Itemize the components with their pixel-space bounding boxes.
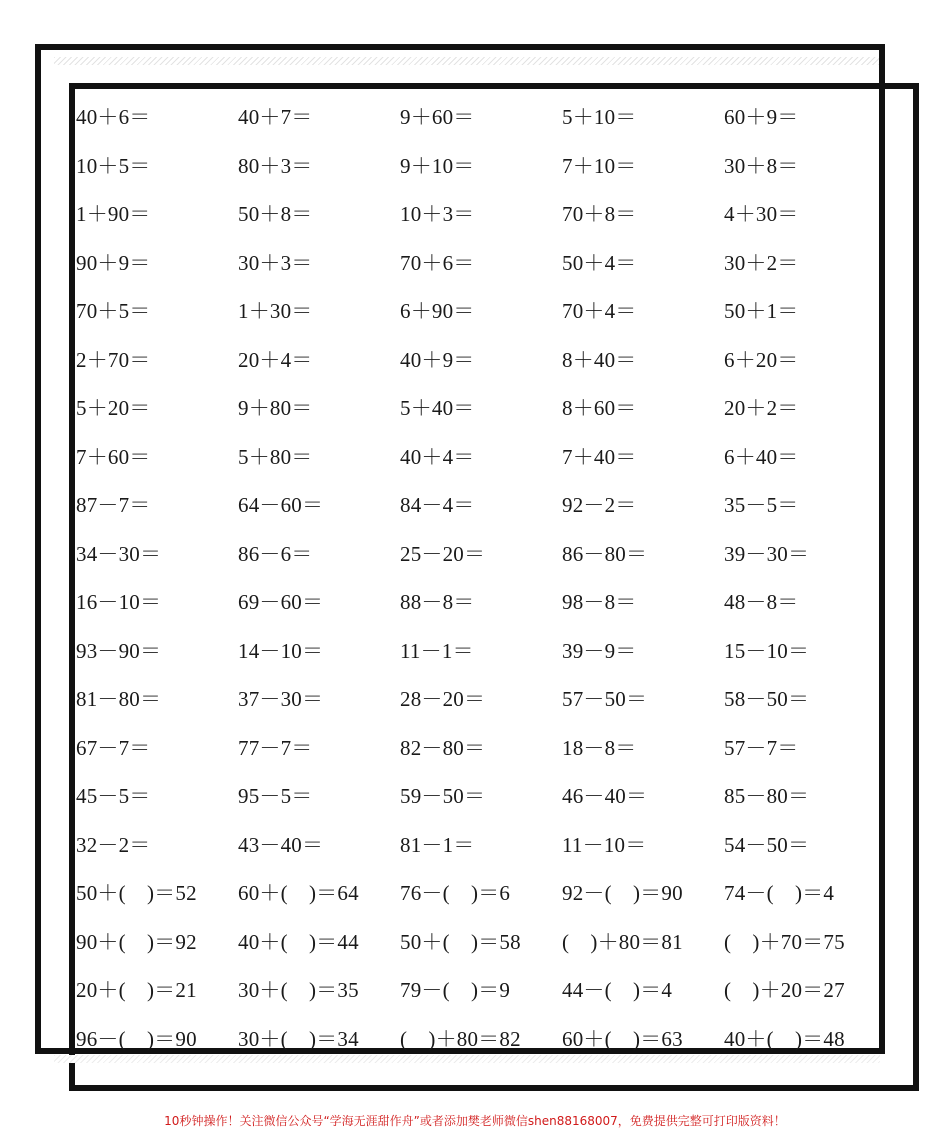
math-problem: 7＋40＝ bbox=[562, 444, 637, 469]
math-problem: 80＋3＝ bbox=[238, 153, 313, 178]
problem-row bbox=[76, 822, 876, 870]
problem-row bbox=[76, 1016, 876, 1053]
problem-row bbox=[76, 919, 876, 967]
math-problem: 48－8＝ bbox=[724, 590, 799, 614]
problem-row bbox=[76, 676, 876, 724]
math-problem: 87－7＝ bbox=[76, 493, 151, 517]
math-problem: 96－( )＝90 bbox=[76, 1026, 197, 1051]
math-problem: 16－10＝ bbox=[76, 590, 162, 614]
math-problem: 70＋4＝ bbox=[562, 299, 637, 323]
math-problem: 8＋60＝ bbox=[562, 396, 637, 420]
math-problem: 50＋1＝ bbox=[724, 299, 799, 323]
math-problem: 90＋9＝ bbox=[76, 250, 151, 275]
arithmetic-problem-grid bbox=[76, 94, 876, 1052]
problem-row bbox=[76, 143, 876, 191]
problem-row bbox=[76, 967, 876, 1015]
math-problem: 9＋10＝ bbox=[400, 153, 475, 178]
math-problem: 69－60＝ bbox=[238, 590, 324, 614]
math-problem: 10＋5＝ bbox=[76, 153, 151, 178]
math-problem: 30＋2＝ bbox=[724, 250, 799, 275]
math-problem: 76－( )＝6 bbox=[400, 881, 511, 905]
math-problem: 77－7＝ bbox=[238, 735, 313, 760]
math-problem: 40＋( )＝44 bbox=[238, 929, 359, 954]
math-problem: 98－8＝ bbox=[562, 590, 637, 614]
math-problem: 85－80＝ bbox=[724, 784, 810, 808]
math-problem: 30＋3＝ bbox=[238, 250, 313, 275]
problem-row bbox=[76, 191, 876, 239]
footer-notice: 10秒钟操作！关注微信公众号“学海无涯甜作舟”或者添加樊老师微信shen88168007，免费提供完整可打印版资料！ bbox=[164, 1114, 786, 1128]
math-problem: 46－40＝ bbox=[562, 784, 648, 808]
math-problem: 20＋( )＝21 bbox=[76, 978, 197, 1002]
math-problem: 95－5＝ bbox=[238, 784, 313, 808]
problem-row bbox=[76, 240, 876, 288]
math-problem: 70＋6＝ bbox=[400, 250, 475, 275]
math-problem: 39－30＝ bbox=[724, 541, 810, 566]
math-problem: 25－20＝ bbox=[400, 541, 486, 566]
math-problem: 92－2＝ bbox=[562, 493, 637, 517]
problem-row bbox=[76, 385, 876, 433]
math-problem: 37－30＝ bbox=[238, 687, 324, 711]
math-problem: 40＋7＝ bbox=[238, 105, 313, 129]
math-problem: 44－( )＝4 bbox=[562, 978, 673, 1002]
problem-row bbox=[76, 531, 876, 579]
math-problem: 20＋2＝ bbox=[724, 396, 799, 420]
problem-row bbox=[76, 288, 876, 336]
math-problem: 50＋( )＝58 bbox=[400, 929, 521, 954]
math-problem: ( )＋20＝27 bbox=[724, 978, 845, 1002]
math-problem: 40＋9＝ bbox=[400, 347, 475, 372]
problem-row bbox=[76, 94, 876, 142]
problem-row bbox=[76, 773, 876, 821]
math-problem: 79－( )＝9 bbox=[400, 978, 511, 1002]
math-problem: 57－50＝ bbox=[562, 687, 648, 711]
math-problem: 86－80＝ bbox=[562, 541, 648, 566]
math-problem: 59－50＝ bbox=[400, 784, 486, 808]
math-problem: 40＋6＝ bbox=[76, 105, 151, 129]
math-problem: 7＋10＝ bbox=[562, 153, 637, 178]
math-problem: 6＋40＝ bbox=[724, 444, 799, 469]
math-problem: 30＋( )＝35 bbox=[238, 978, 359, 1002]
math-problem: 8＋40＝ bbox=[562, 347, 637, 372]
math-problem: 7＋60＝ bbox=[76, 444, 151, 469]
problem-row bbox=[76, 337, 876, 385]
problem-row bbox=[76, 434, 876, 482]
math-problem: 50＋8＝ bbox=[238, 202, 313, 226]
math-problem: 86－6＝ bbox=[238, 541, 313, 566]
math-problem: 57－7＝ bbox=[724, 735, 799, 760]
math-problem: 1＋90＝ bbox=[76, 202, 151, 226]
math-problem: 11－1＝ bbox=[400, 638, 474, 663]
math-problem: 1＋30＝ bbox=[238, 299, 313, 323]
math-problem: 54－50＝ bbox=[724, 832, 810, 857]
math-problem: 40＋4＝ bbox=[400, 444, 475, 469]
math-problem: ( )＋80＝82 bbox=[400, 1026, 521, 1051]
math-problem: 15－10＝ bbox=[724, 638, 810, 663]
math-problem: 93－90＝ bbox=[76, 638, 162, 663]
math-problem: 14－10＝ bbox=[238, 638, 324, 663]
problem-row bbox=[76, 579, 876, 627]
math-problem: 58－50＝ bbox=[724, 687, 810, 711]
problem-row bbox=[76, 482, 876, 530]
math-problem: 5＋20＝ bbox=[76, 396, 151, 420]
math-problem: 67－7＝ bbox=[76, 735, 151, 760]
math-problem: ( )＋70＝75 bbox=[724, 929, 845, 954]
math-problem: 2＋70＝ bbox=[76, 347, 151, 372]
math-problem: 45－5＝ bbox=[76, 784, 151, 808]
problem-row bbox=[76, 628, 876, 676]
math-problem: 10＋3＝ bbox=[400, 202, 475, 226]
math-problem: 88－8＝ bbox=[400, 590, 475, 614]
math-problem: 81－1＝ bbox=[400, 832, 475, 857]
math-problem: 32－2＝ bbox=[76, 832, 151, 857]
math-problem: 18－8＝ bbox=[562, 735, 637, 760]
problem-row bbox=[76, 870, 876, 918]
math-problem: ( )＋80＝81 bbox=[562, 929, 683, 954]
math-problem: 5＋10＝ bbox=[562, 105, 637, 129]
math-problem: 9＋60＝ bbox=[400, 105, 475, 129]
math-problem: 4＋30＝ bbox=[724, 202, 799, 226]
math-problem: 50＋4＝ bbox=[562, 250, 637, 275]
math-problem: 64－60＝ bbox=[238, 493, 324, 517]
math-problem: 9＋80＝ bbox=[238, 396, 313, 420]
math-problem: 30＋8＝ bbox=[724, 153, 799, 178]
math-problem: 84－4＝ bbox=[400, 493, 475, 517]
math-problem: 6＋90＝ bbox=[400, 299, 475, 323]
math-problem: 39－9＝ bbox=[562, 638, 637, 663]
math-problem: 81－80＝ bbox=[76, 687, 162, 711]
bottom-hatch-decoration bbox=[54, 1055, 880, 1063]
math-problem: 6＋20＝ bbox=[724, 347, 799, 372]
math-problem: 43－40＝ bbox=[238, 832, 324, 857]
math-problem: 35－5＝ bbox=[724, 493, 799, 517]
math-problem: 70＋5＝ bbox=[76, 299, 151, 323]
math-problem: 60＋( )＝64 bbox=[238, 881, 359, 905]
math-problem: 28－20＝ bbox=[400, 687, 486, 711]
math-problem: 92－( )＝90 bbox=[562, 881, 683, 905]
math-problem: 70＋8＝ bbox=[562, 202, 637, 226]
math-problem: 34－30＝ bbox=[76, 541, 162, 566]
math-problem: 5＋40＝ bbox=[400, 396, 475, 420]
math-problem: 11－10＝ bbox=[562, 832, 647, 857]
math-problem: 90＋( )＝92 bbox=[76, 929, 197, 954]
math-problem: 20＋4＝ bbox=[238, 347, 313, 372]
math-problem: 60＋( )＝63 bbox=[562, 1026, 683, 1051]
math-problem: 60＋9＝ bbox=[724, 105, 799, 129]
math-problem: 30＋( )＝34 bbox=[238, 1026, 359, 1051]
math-problem: 50＋( )＝52 bbox=[76, 881, 197, 905]
problem-row bbox=[76, 725, 876, 773]
math-problem: 82－80＝ bbox=[400, 735, 486, 760]
math-problem: 74－( )＝4 bbox=[724, 881, 835, 905]
math-problem: 5＋80＝ bbox=[238, 444, 313, 469]
math-problem: 40＋( )＝48 bbox=[724, 1026, 845, 1051]
